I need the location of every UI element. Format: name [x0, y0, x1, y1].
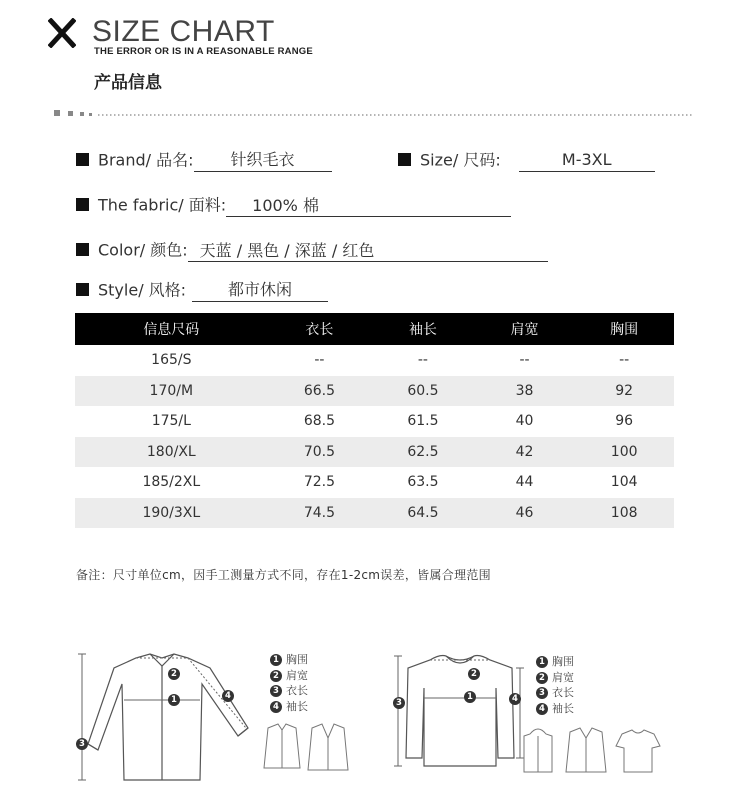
fabric-label: The fabric/ 面料:: [98, 195, 227, 215]
table-cell: 40: [515, 413, 534, 430]
marker-3: 3: [393, 697, 405, 709]
legend-number: 2: [536, 672, 548, 684]
legend-item: [270, 652, 308, 668]
square-bullet-icon: [398, 153, 411, 166]
column-header: 信息尺码: [75, 313, 268, 345]
fabric-row: [76, 193, 511, 217]
size-table: [75, 313, 674, 528]
sweater-measurement-diagram: [390, 638, 530, 784]
table-cell: 96: [615, 413, 634, 430]
column-header: 胸围: [574, 313, 674, 345]
table-cell: --: [619, 352, 630, 369]
legend-number: 1: [536, 656, 548, 668]
table-cell: 92: [574, 376, 674, 407]
marker-2: 2: [468, 668, 480, 680]
legend-label: 衣长: [286, 684, 308, 697]
table-cell: 74.5: [268, 498, 372, 529]
marker-4: 4: [222, 690, 234, 702]
knitwear-icons: [522, 722, 662, 778]
table-cell: 100: [574, 437, 674, 468]
table-cell: 66.5: [268, 376, 372, 407]
fabric-value: 100% 棉: [226, 195, 511, 217]
dotted-divider: [54, 108, 694, 118]
table-cell: 61.5: [407, 413, 439, 430]
square-bullet-icon: [76, 283, 89, 296]
brand-row: [76, 148, 332, 172]
legend-item: [536, 685, 574, 701]
table-cell: 62.5: [371, 437, 475, 468]
legend-right: [536, 654, 574, 716]
measurement-note: 备注：尺寸单位cm，因手工测量方式不同，存在1-2cm误差，皆属合理范围: [76, 568, 491, 582]
table-cell: 46: [475, 498, 575, 529]
product-info-heading: 产品信息: [94, 73, 162, 93]
brand-label: Brand/ 品名:: [98, 150, 194, 170]
column-header: 袖长: [371, 313, 475, 345]
table-cell: --: [417, 352, 428, 369]
legend-item: [270, 699, 308, 715]
legend-label: 肩宽: [286, 668, 308, 682]
close-x-icon: [48, 18, 76, 48]
legend-number: 3: [536, 687, 548, 699]
size-row: [398, 148, 655, 172]
marker-4: 4: [509, 693, 521, 705]
jacket-icons: [258, 720, 350, 780]
legend-item: [270, 668, 308, 684]
marker-1: 1: [168, 694, 180, 706]
legend-item: [536, 654, 574, 670]
legend-label: 胸围: [552, 655, 574, 668]
table-cell: 42: [475, 437, 575, 468]
table-cell: 185/2XL: [142, 474, 201, 491]
table-row: [75, 345, 674, 376]
table-row: [75, 437, 674, 468]
size-chart-subtitle: THE ERROR OR IS IN A REASONABLE RANGE: [94, 46, 313, 57]
legend-label: 袖长: [286, 699, 308, 713]
brand-value: 针织毛衣: [194, 149, 332, 172]
table-cell: 175/L: [151, 413, 191, 430]
table-cell: 170/M: [75, 376, 268, 407]
table-cell: 165/S: [151, 352, 192, 369]
table-row: [75, 376, 674, 407]
table-cell: --: [314, 352, 325, 369]
legend-label: 袖长: [552, 701, 574, 715]
marker-2: 2: [168, 668, 180, 680]
style-value: 都市休闲: [192, 279, 328, 302]
table-cell: 190/3XL: [75, 498, 268, 529]
legend-label: 衣长: [552, 686, 574, 699]
square-bullet-icon: [76, 153, 89, 166]
marker-1: 1: [464, 691, 476, 703]
legend-number: 3: [270, 685, 282, 697]
style-label: Style/ 风格:: [98, 280, 187, 300]
table-row: [75, 467, 674, 498]
legend-number: 1: [270, 654, 282, 666]
size-label: Size/ 尺码:: [420, 150, 501, 170]
legend-item: [536, 701, 574, 717]
table-cell: 72.5: [303, 474, 335, 491]
legend-number: 4: [270, 701, 282, 713]
size-value: M-3XL: [519, 149, 655, 172]
color-label: Color/ 颜色:: [98, 240, 188, 260]
legend-number: 2: [270, 670, 282, 682]
legend-label: 胸围: [286, 653, 308, 666]
table-cell: 108: [574, 498, 674, 529]
table-cell: 64.5: [371, 498, 475, 529]
legend-left: [270, 652, 308, 714]
table-cell: 44: [515, 474, 534, 491]
marker-3: 3: [76, 738, 88, 750]
table-cell: 70.5: [268, 437, 372, 468]
color-value: 天蓝 / 黑色 / 深蓝 / 红色: [188, 240, 548, 262]
table-row: [75, 498, 674, 529]
color-row: [76, 238, 548, 262]
style-row: [76, 278, 328, 302]
table-row: [75, 406, 674, 437]
legend-item: [536, 670, 574, 686]
column-header: 衣长: [268, 313, 372, 345]
table-header-row: [75, 313, 674, 345]
column-header: 肩宽: [475, 313, 575, 345]
legend-item: [270, 683, 308, 699]
size-chart-title: SIZE CHART: [92, 15, 275, 48]
legend-label: 肩宽: [552, 670, 574, 684]
square-bullet-icon: [76, 198, 89, 211]
legend-number: 4: [536, 703, 548, 715]
table-cell: 104: [610, 474, 638, 491]
table-cell: 180/XL: [75, 437, 268, 468]
table-cell: 68.5: [303, 413, 335, 430]
square-bullet-icon: [76, 243, 89, 256]
table-cell: --: [519, 352, 530, 369]
table-cell: 60.5: [371, 376, 475, 407]
table-cell: 63.5: [407, 474, 439, 491]
shirt-measurement-diagram: [70, 640, 270, 786]
table-cell: 38: [475, 376, 575, 407]
